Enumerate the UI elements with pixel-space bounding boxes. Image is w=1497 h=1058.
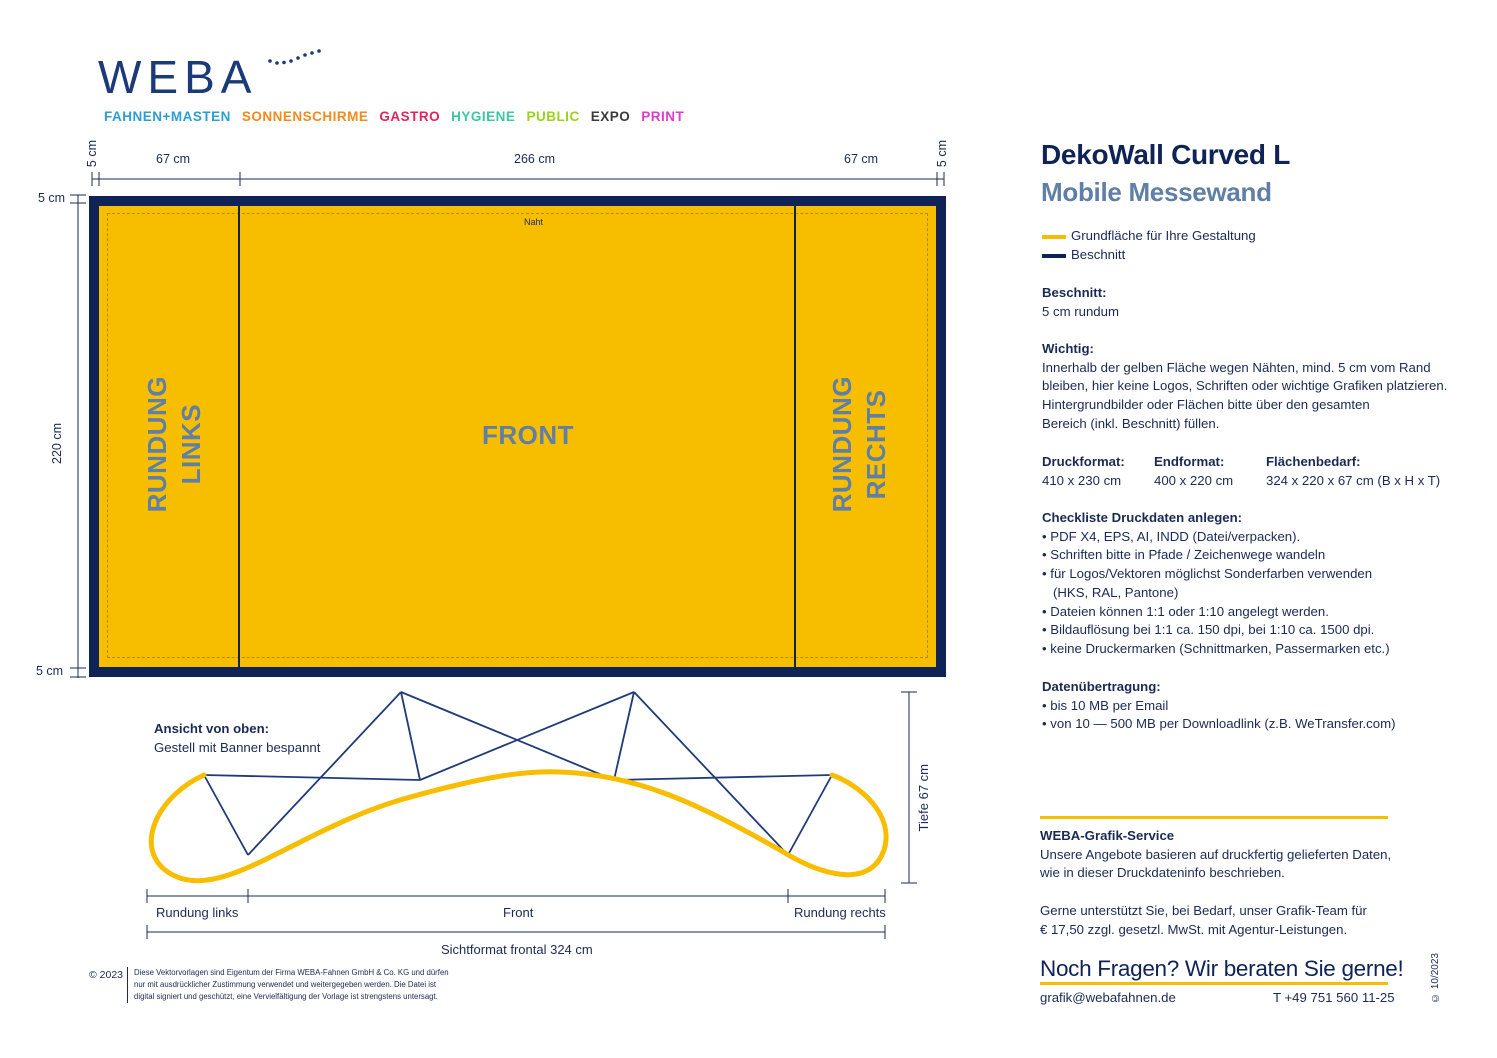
druckformat-value: 410 x 230 cm bbox=[1042, 472, 1122, 488]
fragen-heading: Noch Fragen? Wir beraten Sie gerne! bbox=[1040, 956, 1404, 981]
dim-depth: Tiefe 67 cm bbox=[916, 764, 931, 832]
flaeche-block bbox=[1266, 453, 1440, 490]
footer-legal-line: nur mit ausdrücklicher Zustimmung verwendet und weitergegeben werden. Die Datei ist bbox=[134, 980, 437, 989]
wichtig-line: Innerhalb der gelben Fläche wegen Nähten, mind. 5 cm vom Rand bbox=[1042, 359, 1431, 375]
service-line: wie in dieser Druckdateninfo beschrieben. bbox=[1040, 865, 1285, 881]
category-expo: EXPO bbox=[590, 109, 631, 124]
druckformat-block bbox=[1042, 453, 1125, 490]
dim-front: Front bbox=[503, 905, 534, 920]
panel-right-label bbox=[825, 376, 893, 512]
dim-rundung-links: Rundung links bbox=[156, 905, 239, 920]
legend-yellow bbox=[1042, 227, 1256, 246]
legend-yellow-label: Grundfläche für Ihre Gestaltung bbox=[1071, 228, 1256, 243]
dim-left-220: 220 cm bbox=[50, 423, 64, 464]
panel-left-label bbox=[140, 376, 208, 512]
wichtig-heading: Wichtig: bbox=[1042, 341, 1094, 356]
footer-legal-line: digital signiert und geschützt, eine Vervielfältigung der Vorlage ist strengstens untersagt. bbox=[134, 992, 438, 1001]
dim-left-5cm-bottom: 5 cm bbox=[36, 664, 64, 678]
druckformat-heading: Druckformat: bbox=[1042, 454, 1125, 469]
dim-top-266: 266 cm bbox=[514, 152, 555, 166]
wichtig-line: bleiben, hier keine Logos, Schriften oder wichtige Grafiken platzieren. bbox=[1042, 378, 1448, 394]
checkliste-heading: Checkliste Druckdaten anlegen: bbox=[1042, 510, 1243, 525]
legend-navy bbox=[1042, 246, 1125, 265]
top-view-title bbox=[154, 719, 320, 757]
seam-left bbox=[238, 206, 240, 667]
legend-navy-label: Beschnitt bbox=[1071, 247, 1126, 262]
daten-item: • bis 10 MB per Email bbox=[1042, 697, 1169, 713]
dim-top-5cm-left: 5 cm bbox=[85, 140, 99, 168]
footer-legal bbox=[127, 967, 449, 1003]
service-line: € 17,50 zzgl. gesetzl. MwSt. mit Agentur-Leistungen. bbox=[1040, 921, 1348, 937]
category-sonnenschirme: SONNENSCHIRME bbox=[241, 109, 369, 124]
category-gastro: GASTRO bbox=[379, 109, 441, 124]
dim-rundung-rechts: Rundung rechts bbox=[794, 905, 886, 920]
checkliste-item: • für Logos/Vektoren möglichst Sonderfarben verwenden bbox=[1042, 566, 1373, 582]
daten-heading: Datenübertragung: bbox=[1042, 679, 1161, 694]
footer-copyright: © 2023 bbox=[89, 969, 124, 981]
category-print: PRINT bbox=[641, 109, 685, 124]
category-fahnen-masten: FAHNEN+MASTEN bbox=[104, 109, 231, 124]
daten-item: • von 10 — 500 MB per Downloadlink (z.B. WeTransfer.com) bbox=[1042, 716, 1396, 732]
seam-right bbox=[794, 206, 796, 667]
checkliste-item: (HKS, RAL, Pantone) bbox=[1042, 584, 1179, 600]
beschnitt-heading: Beschnitt: bbox=[1042, 285, 1107, 300]
panel-right-line2: RECHTS bbox=[861, 389, 891, 500]
checkliste-item: • Schriften bitte in Pfade / Zeichenwege wandeln bbox=[1042, 547, 1326, 563]
panel-right-line1: RUNDUNG bbox=[827, 376, 857, 513]
daten-section bbox=[1042, 678, 1396, 734]
checkliste-item: • Dateien können 1:1 oder 1:10 angelegt werden. bbox=[1042, 603, 1329, 619]
wichtig-section bbox=[1042, 340, 1447, 434]
footer-legal-line: Diese Vektorvorlagen sind Eigentum der Firma WEBA-Fahnen GmbH & Co. KG und dürfen bbox=[134, 968, 449, 977]
legend-yellow-swatch bbox=[1042, 235, 1066, 239]
legend-navy-swatch bbox=[1042, 254, 1066, 258]
version-date: © 10/2023 bbox=[1430, 953, 1441, 1003]
service-line bbox=[1040, 883, 1391, 902]
checkliste-item: • PDF X4, EPS, AI, INDD (Datei/verpacken). bbox=[1042, 528, 1301, 544]
phone-number: T +49 751 560 11-25 bbox=[1273, 990, 1395, 1005]
dim-top-67-right: 67 cm bbox=[844, 152, 879, 166]
panel-front-label: FRONT bbox=[482, 420, 575, 450]
dim-sichtformat: Sichtformat frontal 324 cm bbox=[441, 942, 593, 957]
service-line: Gerne unterstützt Sie, bei Bedarf, unser Grafik-Team für bbox=[1040, 902, 1367, 918]
wichtig-line: Hintergrundbilder oder Flächen bitte über den gesamten bbox=[1042, 397, 1370, 413]
product-title: DekoWall Curved L bbox=[1041, 139, 1291, 170]
beschnitt-section bbox=[1042, 284, 1119, 321]
beschnitt-text: 5 cm rundum bbox=[1042, 303, 1119, 319]
naht-label: Naht bbox=[524, 217, 544, 227]
service-heading: WEBA-Grafik-Service bbox=[1040, 828, 1175, 843]
dim-top-67-left: 67 cm bbox=[156, 152, 191, 166]
fragen-underline bbox=[1040, 982, 1388, 985]
logo-wordmark: WEBA bbox=[98, 51, 258, 103]
service-section bbox=[1040, 827, 1391, 939]
checkliste-section bbox=[1042, 509, 1390, 659]
flaeche-value: 324 x 220 x 67 cm (B x H x T) bbox=[1266, 472, 1441, 488]
flaeche-heading: Flächenbedarf: bbox=[1266, 454, 1361, 469]
product-subtitle: Mobile Messewand bbox=[1041, 177, 1272, 207]
endformat-heading: Endformat: bbox=[1154, 454, 1225, 469]
category-hygiene: HYGIENE bbox=[451, 109, 516, 124]
checkliste-item: • Bildauflösung bei 1:1 ca. 150 dpi, bei 1:10 ca. 1500 dpi. bbox=[1042, 622, 1375, 638]
panel-left-line2: LINKS bbox=[176, 403, 206, 485]
top-view-heading: Ansicht von oben: bbox=[154, 721, 270, 736]
endformat-value: 400 x 220 cm bbox=[1154, 472, 1234, 488]
top-view-subheading: Gestell mit Banner bespannt bbox=[154, 740, 321, 755]
service-divider bbox=[1040, 816, 1388, 819]
panel-left-line1: RUNDUNG bbox=[142, 376, 172, 513]
category-public: PUBLIC bbox=[526, 109, 580, 124]
dim-top-5cm-right: 5 cm bbox=[935, 140, 949, 168]
dim-left-5cm-top: 5 cm bbox=[38, 191, 66, 205]
service-line: Unsere Angebote basieren auf druckfertig gelieferten Daten, bbox=[1040, 846, 1392, 862]
wichtig-line: Bereich (inkl. Beschnitt) füllen. bbox=[1042, 415, 1220, 431]
banner-curve bbox=[151, 772, 886, 881]
endformat-block bbox=[1154, 453, 1233, 490]
email-link[interactable]: grafik@webafahnen.de bbox=[1040, 990, 1176, 1005]
checkliste-item: • keine Druckermarken (Schnittmarken, Passermarken etc.) bbox=[1042, 640, 1390, 656]
